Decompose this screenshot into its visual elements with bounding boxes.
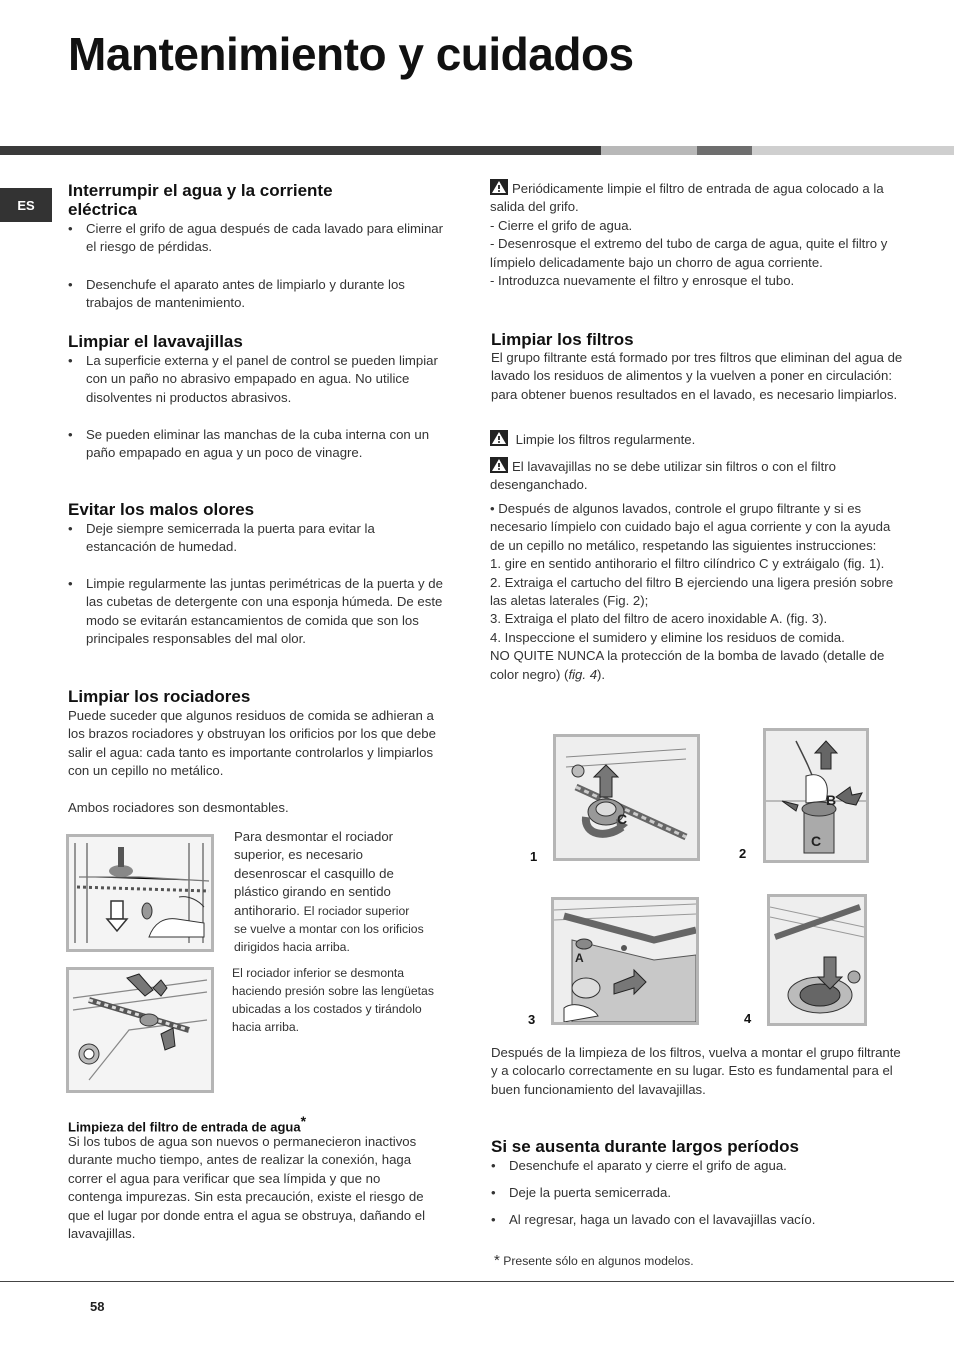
header-bar-pale: [752, 146, 954, 155]
heading-interrumpir: Interrumpir el agua y la corriente eléctrica: [68, 181, 333, 219]
warning-clean-filters: Limpie los filtros regularmente.: [490, 430, 902, 449]
figure-number-1: 1: [530, 849, 538, 864]
filter-figure-4: [767, 894, 867, 1026]
filter-figure-1: [553, 734, 700, 861]
page-number: 58: [90, 1299, 105, 1314]
figure-number-4: 4: [744, 1011, 752, 1026]
bullet-item: • La superficie externa y el panel de control se pueden limpiar con un paño no abrasivo empapado en agua. No utilice disolventes ni productos abrasivos.: [68, 353, 438, 405]
heading-ausenta: Si se ausenta durante largos períodos: [491, 1137, 799, 1156]
header-bar-mid: [697, 146, 752, 155]
figure-number-2: 2: [739, 846, 747, 861]
label-c-fig1: C: [617, 811, 628, 827]
warning-no-filters: El lavavajillas no se debe utilizar sin filtros o con el filtro desenganchado.: [490, 459, 836, 493]
figure-number-3: 3: [528, 1012, 536, 1027]
upper-spray-arm-illustration: [66, 834, 214, 952]
warning-icon: [490, 179, 508, 195]
bullet-item: • Al regresar, haga un lavado con el lavavajillas vacío.: [491, 1212, 816, 1227]
warning-inlet-filter: Periódicamente limpie el filtro de entrada de agua colocado a la salida del grifo. - Cierre el grifo de agua. - Desenrosque el extremo del tubo de carga de agua, quite el filtro y límpielo delicadamente bajo un chorro de agua corriente. - Introduzca nuevamente el filtro y enrosque el tubo.: [490, 181, 888, 289]
heading-limpiar-lavavajillas: Limpiar el lavavajillas: [68, 332, 243, 351]
header-bar-light: [601, 146, 697, 155]
header-bar-dark: [0, 146, 601, 155]
heading-filtro-entrada: Limpieza del filtro de entrada de agua*: [68, 1113, 307, 1135]
upper-spray-instructions: Para desmontar el rociador superior, es necesario desenroscar el casquillo de plástico girando en sentido antihorario. El rociador superior se vuelve a montar con los orificios dirigidos hacia arriba.: [234, 829, 424, 955]
rociadores-paragraph: Puede suceder que algunos residuos de comida se adhieran a los brazos rociadores y obstruyan los orificios por los que debe salir el agua: cada tanto es importante controlarlos y limpiarlos con un cepillo no metálico.: [68, 708, 436, 779]
warning-icon: [490, 430, 508, 446]
filtros-after-paragraph: Después de la limpieza de los filtros, vuelva a montar el grupo filtrante y a colocarlo correctamente en su lugar. Esto es fundamental para el buen funcionamiento del lavavajillas.: [491, 1045, 901, 1097]
bullet-item: • Limpie regularmente las juntas perimétricas de la puerta y de las cubetas de detergente con una esponja húmeda. De este modo se evitarán estancamientos de comida que son los principales responsables del mal olor.: [68, 576, 443, 647]
bullet-item: • Desenchufe el aparato antes de limpiarlo y durante los trabajos de mantenimiento.: [68, 277, 405, 311]
heading-rociadores: Limpiar los rociadores: [68, 687, 251, 706]
bullet-item: • Se pueden eliminar las manchas de la cuba interna con un paño empapado en agua y un poco de vinagre.: [68, 427, 430, 461]
warning-icon: [490, 457, 508, 473]
heading-malos-olores: Evitar los malos olores: [68, 500, 255, 519]
page-title: Mantenimiento y cuidados: [68, 28, 634, 80]
rociadores-note: Ambos rociadores son desmontables.: [68, 800, 289, 815]
lower-spray-arm-illustration: [66, 967, 214, 1093]
bullet-item: • Cierre el grifo de agua después de cada lavado para eliminar el riesgo de pérdidas.: [68, 221, 444, 255]
label-c-fig2: C: [811, 833, 822, 849]
bullet-item: • Desenchufe el aparato y cierre el grifo de agua.: [491, 1158, 787, 1173]
language-tab: ES: [0, 188, 52, 222]
bullet-item: • Deje siempre semicerrada la puerta para evitar la estancación de humedad.: [68, 521, 375, 555]
filtros-paragraph: El grupo filtrante está formado por tres filtros que eliminan del agua de lavado los residuos de alimentos y la vuelven a poner en circulación: para obtener buenos resultados en el lavado, es necesario limpiarlos.: [491, 350, 903, 402]
footer-rule: [0, 1281, 954, 1282]
bullet-item: • Deje la puerta semicerrada.: [491, 1185, 671, 1200]
footnote: * Presente sólo en algunos modelos.: [494, 1252, 694, 1269]
filter-steps: • Después de algunos lavados, controle el grupo filtrante y si es necesario límpielo con cuidado bajo el agua corriente y con la ayuda de un cepillo no metálico, respetando las siguientes instrucciones: 1. gire en sentido antihorario el filtro cilíndrico C y extráigalo (fig. 1). 2. Extraiga el cartucho del filtro B ejerciendo una ligera presión sobre las aletas laterales (Fig. 2); 3. Extraiga el plato del filtro de acero inoxidable A. (fig. 3). 4. Inspeccione el sumidero y elimine los residuos de comida. NO QUITE NUNCA la protección de la bomba de lavado (detalle de color negro) (fig. 4).: [490, 501, 894, 682]
label-a-fig3: A: [575, 951, 584, 965]
lower-spray-instructions: El rociador inferior se desmonta haciendo presión sobre las lengüetas ubicadas a los costados y tirándolo hacia arriba.: [232, 966, 434, 1034]
heading-limpiar-filtros: Limpiar los filtros: [491, 330, 634, 349]
filtro-entrada-paragraph: Si los tubos de agua son nuevos o permanecieron inactivos durante mucho tiempo, antes de realizar la conexión, haga correr el agua para verificar que sea límpida y que no contenga impurezas. Sin esta precaución, existe el riesgo de que el lugar por donde entra el agua se obstruya, dañando el lavavajillas.: [68, 1134, 426, 1242]
label-b-fig2: B: [826, 792, 837, 808]
filter-figure-3: [551, 897, 699, 1025]
